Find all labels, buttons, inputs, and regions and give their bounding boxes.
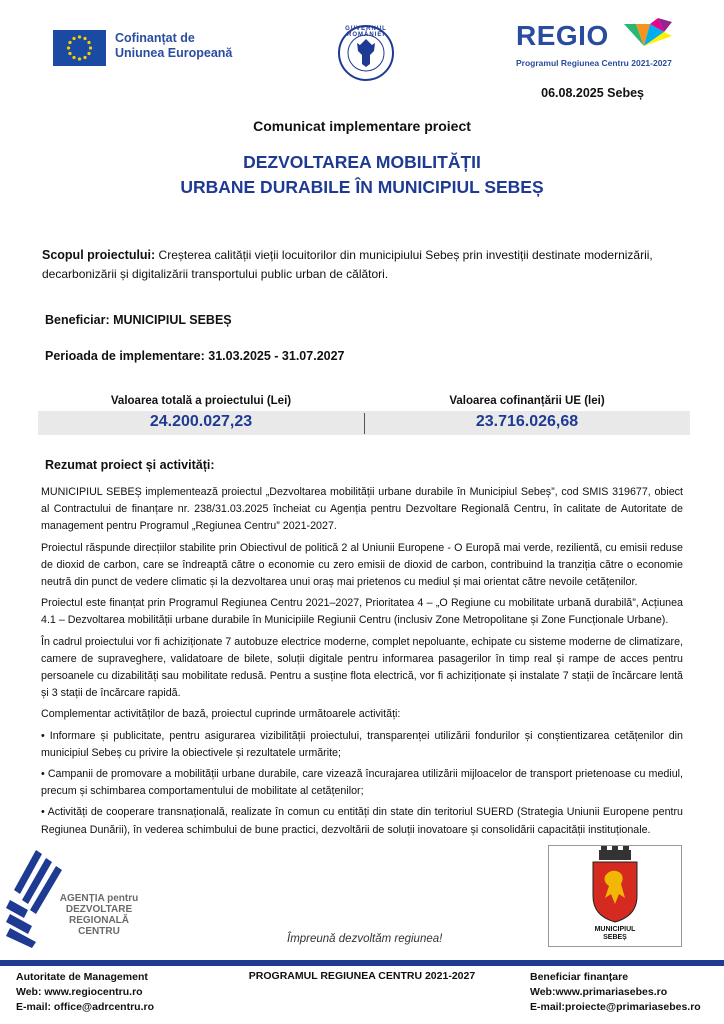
summary-bullet: • Activități de cooperare transnațională, realizate în comun cu entități din state din teritoriul SUERD (Strategia Uniunii Europene pentru Regiunea Dunării), în vederea schimbului de bune practici, dezvoltării de soluții inovatoare și consolidării capacității instituționale. <box>41 806 683 836</box>
sebes-line2: SEBEȘ <box>603 934 627 941</box>
summary-paragraph: Complementar activităților de bază, proiectul cuprinde următoarele activități: <box>41 708 401 721</box>
adr-line2: DEZVOLTARE <box>65 904 133 915</box>
beneficiary-value: MUNICIPIUL SEBEȘ <box>113 313 232 327</box>
summary-paragraph: MUNICIPIUL SEBEȘ implementează proiectul „Dezvoltarea mobilității urbane durabile în Municipiul Sebeș”, cod SMIS 319677, obiect al Contractului de finanțare nr. 238/31.03.2025 încheiat cu Agenția pentru Dezvoltare Regională Centru, în calitate de Autoritate de management pentru Programul „Regiunea Centru” 2021-2027. <box>41 486 683 533</box>
summary-paragraph: Proiectul este finanțat prin Programul Regiunea Centru 2021–2027, Prioritatea 4 – „O Regiune cu mobilitate urbană durabilă”, Acțiunea 4.1 – Dezvoltarea mobilității urbane durabile în Municipiile Regiunii Centru (inclusiv Zone Metropolitane și Zone Funcționale Urbane). <box>41 597 683 627</box>
summary-paragraph: Proiectul răspunde direcțiilor stabilite prin Obiectivul de politică 2 al Uniunii Europene - O Europă mai verde, rezilientă, cu emisii reduse de dioxid de carbon, care se îndreaptă către o economie cu zero emisii de dioxid de carbon, contribuind la tranziția către o economie neutră din punct de vedere climatic și la dezvoltarea unui oraș mai prietenos cu mediul și mai orientat către nevoile cetățenilor. <box>41 541 683 589</box>
total-value-label: Valoarea totală a proiectului (Lei) <box>110 395 292 407</box>
sebes-line1: MUNICIPIUL <box>594 926 636 933</box>
communique-heading: Comunicat implementare proiect <box>253 118 471 134</box>
footer-authority: Autoritate de Management <box>16 971 148 983</box>
scope-label: Scopul proiectului: <box>42 248 156 262</box>
adr-line1: AGENȚIA pentru <box>59 893 139 904</box>
beneficiary-label: Beneficiar: <box>45 313 110 327</box>
period-value: 31.03.2025 - 31.07.2027 <box>208 349 345 363</box>
regio-mark-icon <box>624 18 674 54</box>
total-value: 24.200.027,23 <box>149 413 253 430</box>
eu-flag-icon <box>53 30 106 66</box>
summary-title: Rezumat proiect și activități: <box>45 458 215 472</box>
motto: Împreună dezvoltăm regiunea! <box>287 933 443 945</box>
sebes-coat-of-arms <box>548 845 682 947</box>
footer-beneficiary: Beneficiar finanțare <box>530 971 629 983</box>
summary-bullet: • Informare și publicitate, pentru asigurarea vizibilității proiectului, transparenței utilizării fondurilor și conștientizarea cetățenilor din municipiul Sebeș cu privire la obiectivele și rezultatele urmărite; <box>41 729 683 759</box>
eu-value: 23.716.026,68 <box>475 413 579 430</box>
scope-text: Creșterea calității vieții locuitorilor din municipiului Sebeș prin investiții destinate modernizării, decarbonizării și digitalizării transportului public urban de călători. <box>42 248 653 281</box>
footer-authority-email: E-mail: office@adrcentru.ro <box>16 1001 155 1013</box>
project-scope <box>42 246 682 284</box>
eu-text-line1: Cofinanțat de <box>115 31 195 45</box>
eu-text-line2: Uniunea Europeană <box>115 46 233 60</box>
regio-logo <box>516 18 676 72</box>
footer-beneficiary-email: E-mail:proiecte@primariasebes.ro <box>530 1001 701 1013</box>
adr-centru-logo <box>6 848 156 948</box>
implementation-period <box>45 349 345 363</box>
beneficiary <box>45 313 232 327</box>
adr-line4: CENTRU <box>78 926 120 937</box>
project-title <box>0 150 724 200</box>
government-seal-label: GUVERNUL ROMÂNIEI <box>345 26 387 38</box>
adr-line3: REGIONALĂ <box>69 915 129 926</box>
summary-paragraph: În cadrul proiectului vor fi achiziționate 7 autobuze electrice moderne, complet nepoluante, echipate cu sisteme moderne de climatizare, camere de supraveghere, validatoare de bilete, soluții digitale pentru informarea pasagerilor în timp real și rampe de acces pentru persoanele cu dizabilități sau mobilitate redusă. Pentru a susține flota electrică, vor fi achiziționate și instalate 7 stații de încărcare lentă și 3 stații de încărcare rapidă. <box>41 635 683 700</box>
footer-beneficiary-web: Web:www.primariasebes.ro <box>530 986 668 998</box>
document-date: 06.08.2025 Sebeș <box>541 86 644 100</box>
project-title-line2: URBANE DURABILE ÎN MUNICIPIUL SEBEȘ <box>180 177 544 197</box>
sebes-crest-icon <box>549 846 681 926</box>
project-title-line1: DEZVOLTAREA MOBILITĂȚII <box>243 152 481 172</box>
regio-subtitle: Programul Regiunea Centru 2021-2027 <box>516 58 672 68</box>
regio-word: REGIO <box>516 20 609 51</box>
footer-divider <box>0 960 724 966</box>
footer-authority-web: Web: www.regiocentru.ro <box>16 986 143 998</box>
summary-bullet: • Campanii de promovare a mobilității urbane durabile, care vizează încurajarea utilizării mijloacelor de transport prietenoase cu mediul, precum și schimbarea comportamentului de mobilitate al cetățenilor; <box>41 768 683 798</box>
government-seal <box>333 24 399 82</box>
summary-body <box>41 484 683 843</box>
eu-value-label: Valoarea cofinanțării UE (lei) <box>449 395 605 407</box>
eu-logo <box>53 30 253 70</box>
footer-right <box>530 970 701 1015</box>
footer-program: PROGRAMUL REGIUNEA CENTRU 2021-2027 <box>248 970 476 982</box>
period-label: Perioada de implementare: <box>45 349 205 363</box>
